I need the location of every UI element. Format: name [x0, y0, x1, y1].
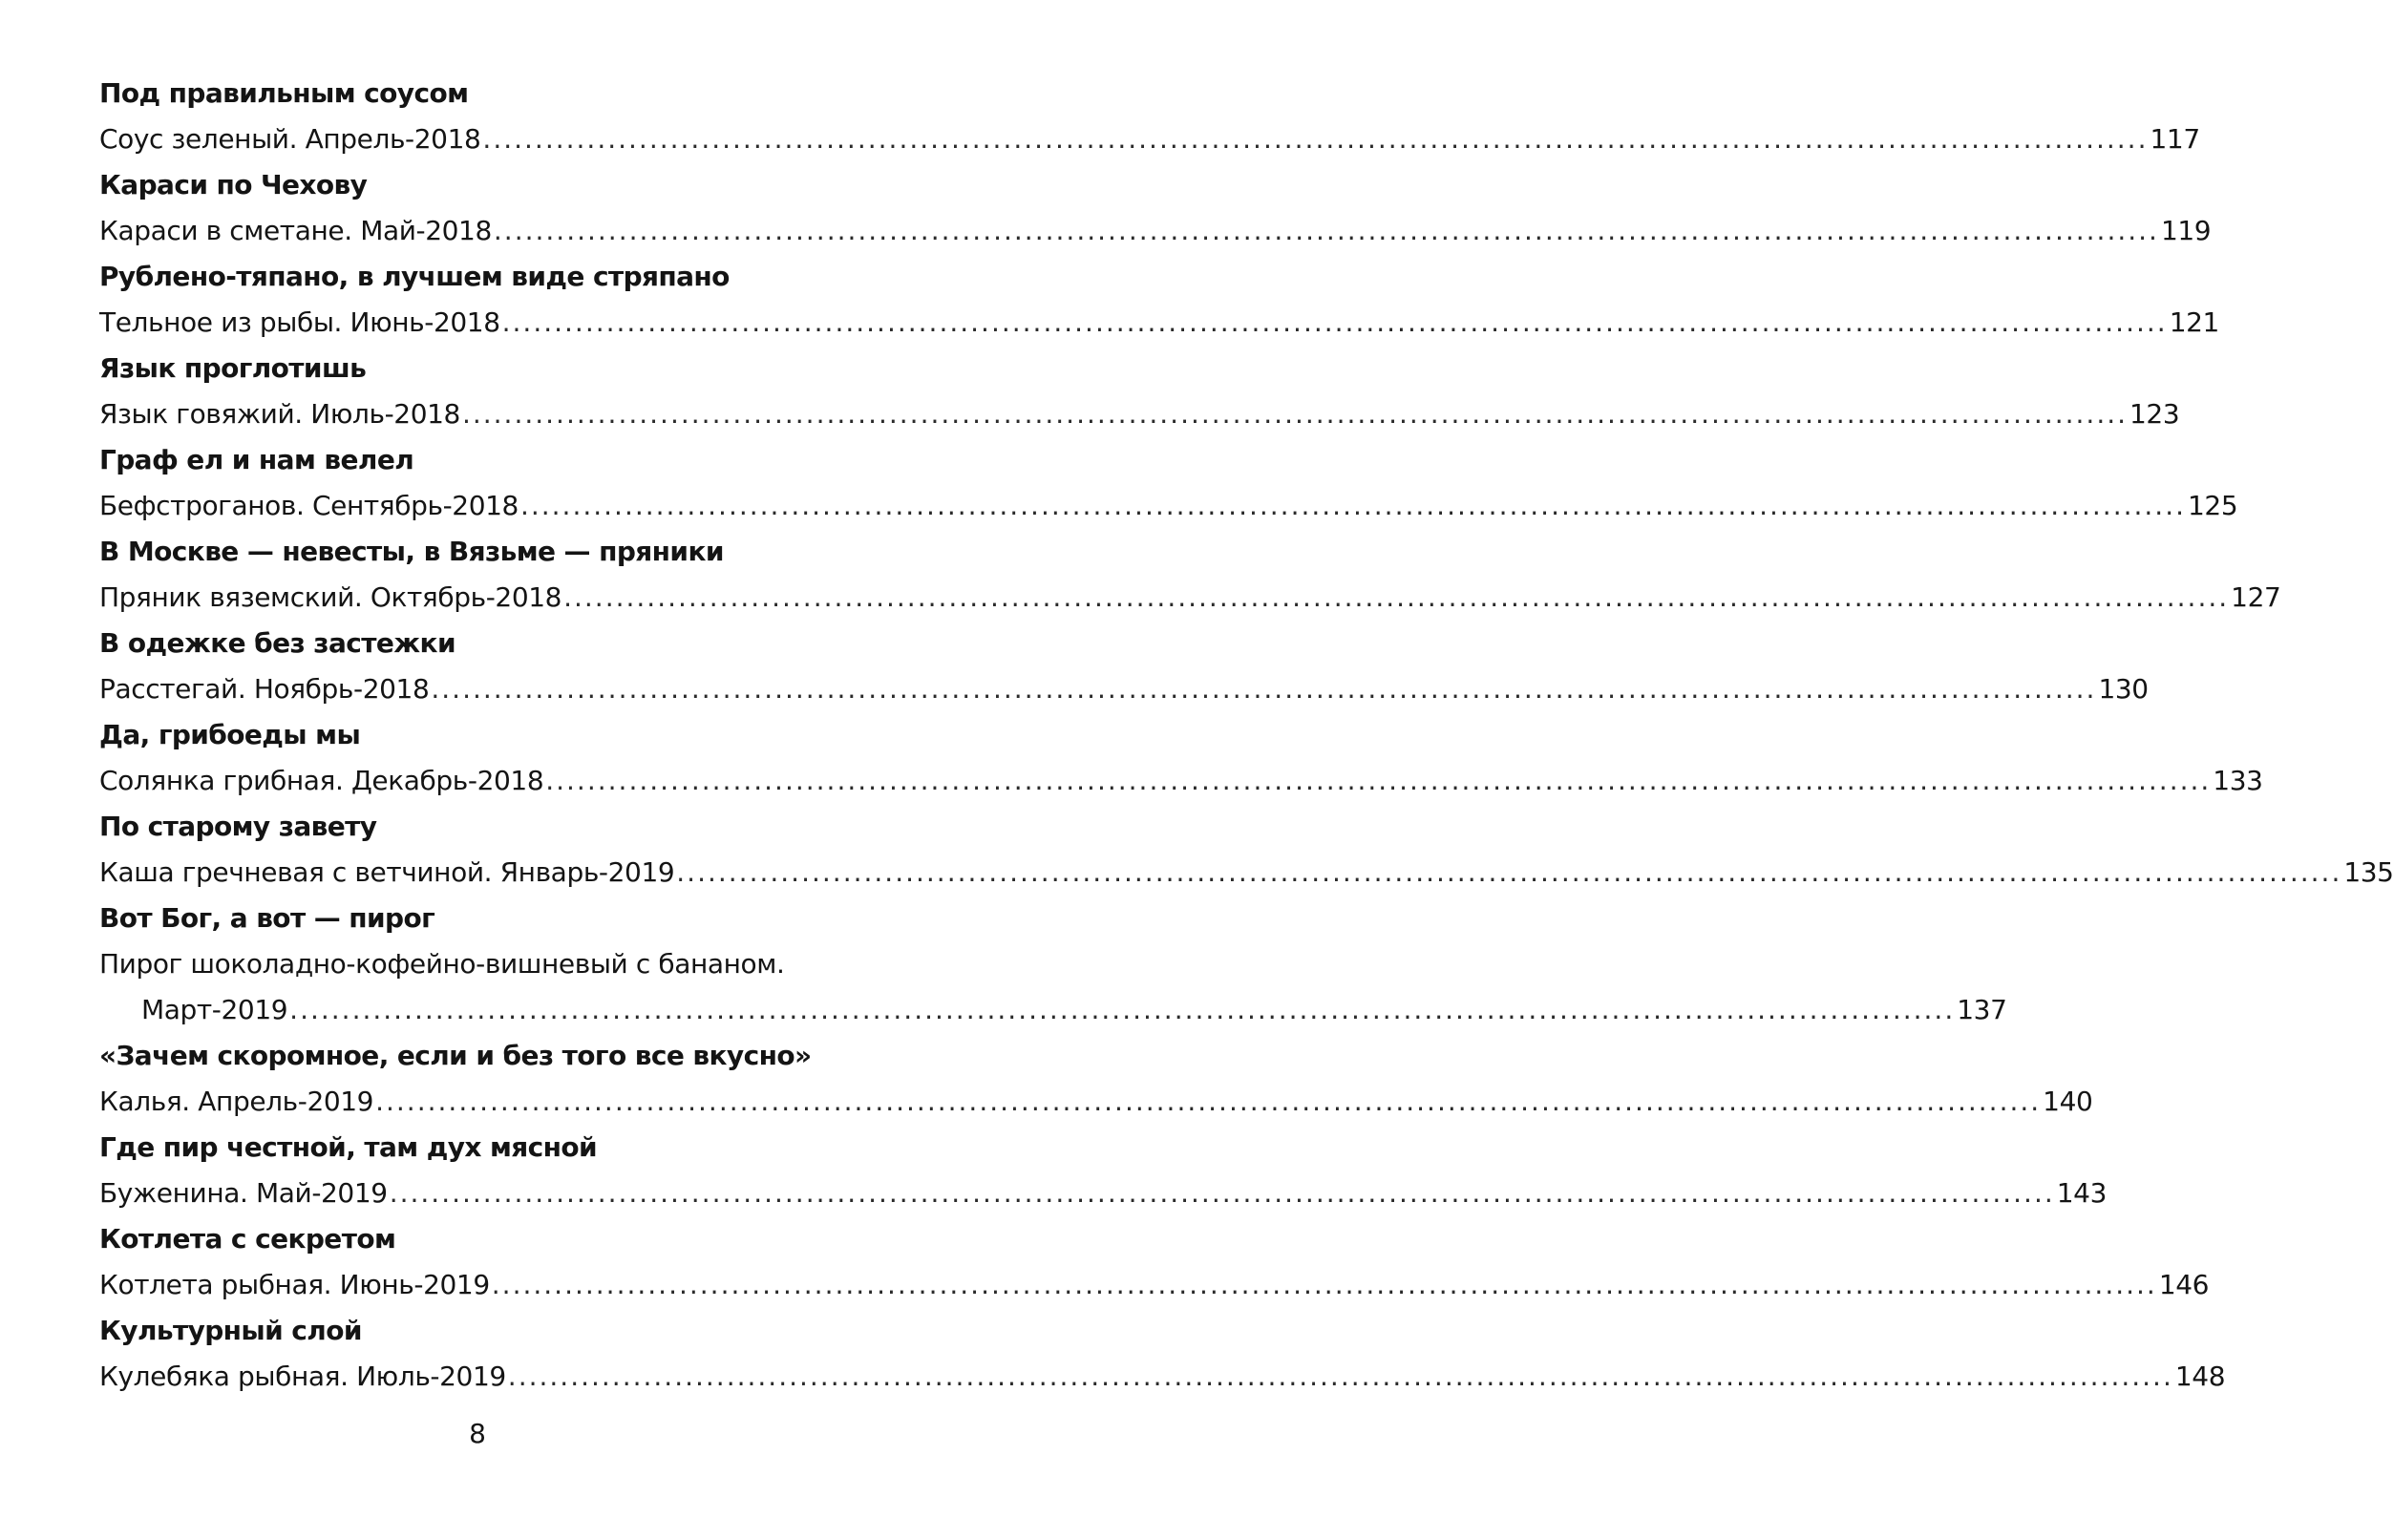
toc-entry	[99, 1216, 2210, 1308]
dot-leader: ................................................................................................................................................................	[676, 856, 2342, 888]
dot-leader: ................................................................................................................................................................	[431, 673, 2097, 705]
toc-entry-text: Тельное из рыбы. Июнь-2018	[99, 306, 500, 338]
dot-leader: ................................................................................................................................................................	[501, 306, 2168, 338]
toc-entry-page: 130	[2098, 673, 2149, 705]
toc-entry-title: В Москве — невесты, в Вязьме — пряники	[99, 536, 724, 567]
toc-entry-text: Каша гречневая с ветчиной. Январь-2019	[99, 856, 675, 888]
page-number: 8	[469, 1418, 486, 1449]
toc-entry	[99, 712, 2263, 804]
toc-entry-title: Язык проглотишь	[99, 352, 367, 384]
toc-entry-page: 127	[2231, 581, 2281, 613]
dot-leader: ................................................................................................................................................................	[482, 123, 2149, 155]
toc-entry-text: Солянка грибная. Декабрь-2018	[99, 765, 544, 796]
toc-entry-line	[99, 391, 2180, 437]
dot-leader: ................................................................................................................................................................	[491, 1269, 2157, 1300]
toc-entry-page: 121	[2169, 306, 2219, 338]
toc-entry-page: 119	[2160, 215, 2212, 246]
toc-entry-text: Караси в сметане. Май-2018	[99, 215, 492, 246]
toc-entry-title: Да, грибоеды мы	[99, 719, 361, 750]
toc-entry-line	[99, 1262, 2210, 1308]
toc-entry-page: 140	[2043, 1086, 2093, 1117]
toc-entry-text: Калья. Апрель-2019	[99, 1086, 374, 1117]
dot-leader: ................................................................................................................................................................	[389, 1177, 2055, 1209]
toc-entry-text: Пряник вяземский. Октябрь-2018	[99, 581, 562, 613]
dot-leader: ................................................................................................................................................................	[493, 215, 2159, 246]
toc-entry-line	[99, 758, 2263, 804]
toc-entry	[99, 529, 2281, 621]
toc-entry	[99, 254, 2219, 346]
toc-entry-page: 148	[2174, 1361, 2226, 1392]
toc-entry-line	[99, 1171, 2107, 1216]
toc-entry-text: Котлета рыбная. Июнь-2019	[99, 1269, 490, 1300]
toc-entry-title: В одежке без застежки	[99, 627, 455, 659]
dot-leader: ................................................................................................................................................................	[507, 1361, 2173, 1392]
toc-entry-line	[99, 850, 2394, 896]
toc-entry	[99, 1308, 2226, 1400]
toc-entry	[99, 437, 2238, 529]
toc-entry	[99, 1125, 2107, 1216]
toc-entry-page: 143	[2056, 1177, 2107, 1209]
toc-entry-line	[99, 208, 2212, 254]
toc-entry-line	[99, 483, 2238, 529]
toc-entry-text: Март-2019	[141, 994, 288, 1025]
toc-entry-text: Бефстроганов. Сентябрь-2018	[99, 490, 519, 521]
dot-leader: ................................................................................................................................................................	[563, 581, 2230, 613]
toc-entry-text-first-line: Пирог шоколадно-кофейно-вишневый с бананом.	[99, 948, 785, 980]
toc-entry	[99, 1033, 2093, 1125]
toc-entry-text: Язык говяжий. Июль-2018	[99, 398, 460, 430]
toc-entry-title: Где пир честной, там дух мясной	[99, 1131, 598, 1163]
toc-entry-page: 135	[2343, 856, 2394, 888]
toc-entry-line	[99, 666, 2149, 712]
dot-leader: ................................................................................................................................................................	[289, 994, 1956, 1025]
toc-entry-line	[99, 987, 2007, 1033]
toc-entry-page: 137	[1957, 994, 2007, 1025]
table-of-contents	[99, 71, 2394, 1400]
toc-entry-line	[99, 300, 2219, 346]
toc-entry-text: Буженина. Май-2019	[99, 1177, 388, 1209]
toc-entry-text: Расстегай. Ноябрь-2018	[99, 673, 430, 705]
toc-entry-page: 117	[2150, 123, 2200, 155]
toc-entry-line	[99, 575, 2281, 621]
toc-entry-page: 123	[2129, 398, 2180, 430]
toc-entry-line	[99, 1354, 2226, 1400]
toc-entry-title: Рублено-тяпано, в лучшем виде стряпано	[99, 261, 730, 292]
toc-entry-page: 146	[2158, 1269, 2210, 1300]
toc-entry	[99, 804, 2394, 896]
dot-leader: ................................................................................................................................................................	[519, 490, 2186, 521]
toc-entry-text: Соус зеленый. Апрель-2018	[99, 123, 481, 155]
toc-entry-title: «Зачем скоромное, если и без того все вкусно»	[99, 1040, 812, 1071]
toc-entry-page: 125	[2188, 490, 2238, 521]
dot-leader: ................................................................................................................................................................	[461, 398, 2129, 430]
toc-entry-title: Вот Бог, а вот — пирог	[99, 902, 435, 934]
toc-entry-text: Кулебяка рыбная. Июль-2019	[99, 1361, 506, 1392]
toc-entry-line	[99, 116, 2200, 162]
toc-entry-title: Граф ел и нам велел	[99, 444, 414, 475]
toc-entry-title: Культурный слой	[99, 1315, 362, 1346]
toc-entry	[99, 621, 2149, 712]
toc-entry	[99, 162, 2212, 254]
toc-entry-page: 133	[2213, 765, 2263, 796]
toc-entry-title: Котлета с секретом	[99, 1223, 396, 1255]
dot-leader: ................................................................................................................................................................	[545, 765, 2212, 796]
toc-entry	[99, 896, 2007, 1033]
toc-entry	[99, 71, 2200, 162]
toc-entry	[99, 346, 2180, 437]
toc-entry-title: Караси по Чехову	[99, 169, 368, 200]
toc-entry-title: Под правильным соусом	[99, 77, 469, 109]
dot-leader: ................................................................................................................................................................	[375, 1086, 2042, 1117]
toc-entry-title: По старому завету	[99, 811, 377, 842]
toc-entry-line	[99, 1079, 2093, 1125]
